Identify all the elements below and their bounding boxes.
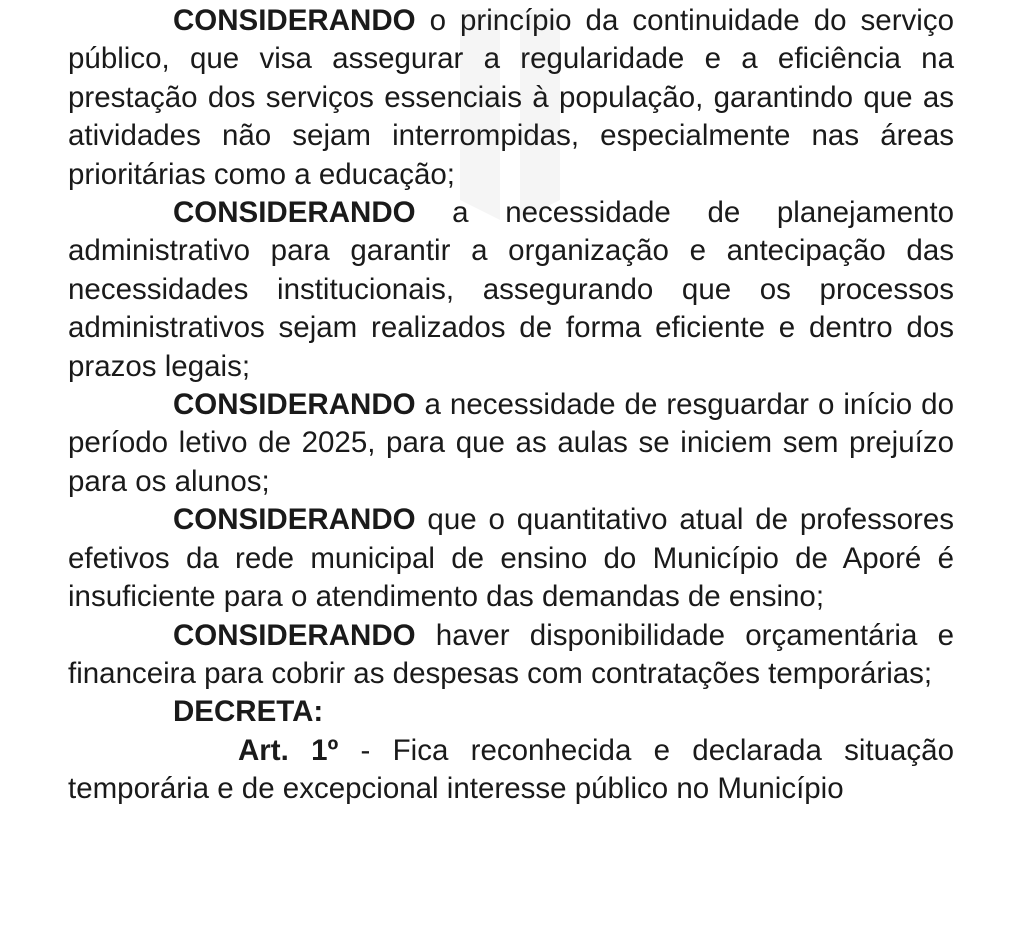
considerando-paragraph-3 bbox=[68, 386, 954, 501]
considerando-paragraph-5 bbox=[68, 617, 954, 694]
considerando-keyword: CONSIDERANDO bbox=[173, 4, 416, 37]
considerando-text: o princípio da continuidade do serviço público, que visa assegurar a regularidade e a eficiência na prestação dos serviços essenciais à população, garantindo que as atividades não sejam interrompidas, especialmente nas áreas prioritárias como a educação; bbox=[68, 4, 954, 191]
considerando-keyword: CONSIDERANDO bbox=[173, 503, 416, 537]
considerando-keyword: CONSIDERANDO bbox=[173, 388, 416, 422]
considerando-paragraph-1 bbox=[68, 2, 954, 194]
article-1-paragraph bbox=[68, 732, 954, 809]
decreta-heading: DECRETA: bbox=[173, 695, 324, 729]
decree-body bbox=[68, 0, 954, 809]
considerando-keyword: CONSIDERANDO bbox=[173, 618, 416, 652]
article-label: Art. 1º bbox=[238, 733, 339, 767]
considerando-keyword: CONSIDERANDO bbox=[173, 196, 416, 230]
considerando-text: que o quantitativo atual de professores efetivos da rede municipal de ensino do Município de Aporé é insuficiente para o atendimento das demandas de ensino; bbox=[68, 503, 954, 614]
considerando-text: a necessidade de planejamento administrativo para garantir a organização e antecipação das necessidades institucionais, assegurando que os processos administrativos sejam realizados de forma eficiente e dentro dos prazos legais; bbox=[68, 196, 954, 383]
considerando-paragraph-2 bbox=[68, 194, 954, 386]
considerando-text: haver disponibilidade orçamentária e financeira para cobrir as despesas com contratações temporárias; bbox=[68, 618, 954, 690]
considerando-paragraph-4 bbox=[68, 501, 954, 616]
article-text: - Fica reconhecida e declarada situação temporária e de excepcional interesse público no Município bbox=[68, 733, 954, 806]
considerando-text: a necessidade de resguardar o início do período letivo de 2025, para que as aulas se iniciem sem prejuízo para os alunos; bbox=[68, 388, 954, 498]
